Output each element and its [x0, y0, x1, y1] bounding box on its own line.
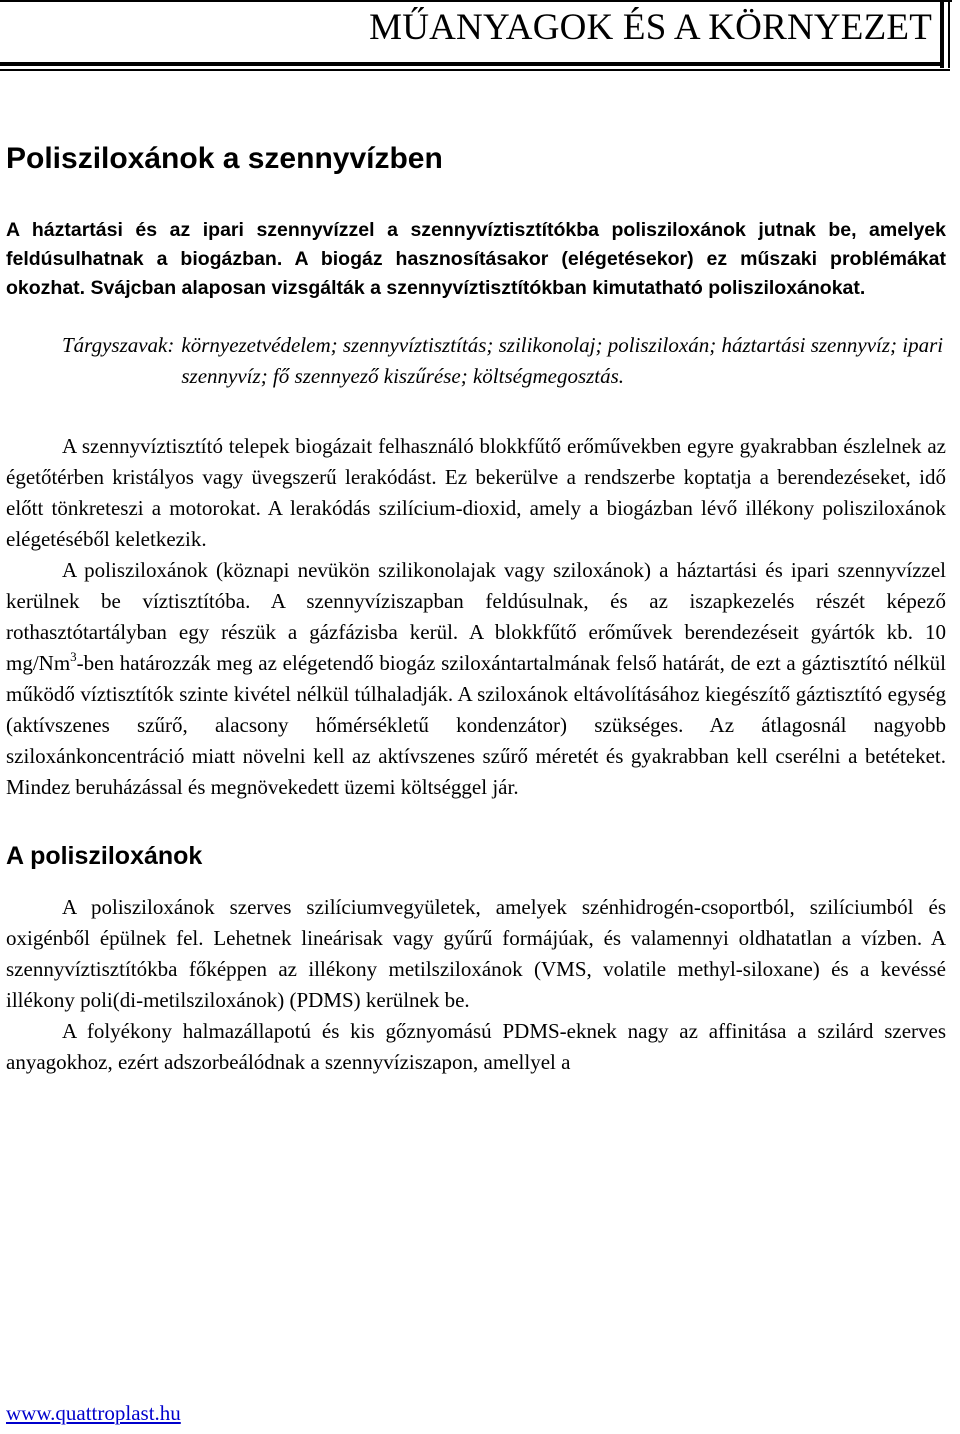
- body-paragraph-2-part-b: -ben határozzák meg az elégetendő biogáz sziloxántartalmának felső határát, de ezt a gáztisztító nélkül működő víztisztítók szinte kivétel nélkül túlhaladják. A sziloxánok eltávolításához kiegészítő gáztisztító egység (aktívszenes szűrő, alacsony hőmérsékletű kondenzátor) szükséges. Az átlagosnál nagyobb sziloxánkoncentráció miatt növelni kell az aktívszenes szűrő méretét és gyakrabban kell cserélni a betéteket. Mindez beruházással és megnövekedett üzemi költséggel jár.: [6, 651, 946, 799]
- header-rule-bottom-thick: [0, 62, 944, 66]
- article-lead: A háztartási és az ipari szennyvízzel a szennyvíztisztítókba polisziloxánok jutnak be, amelyek feldúsulhatnak a biogázban. A biogáz hasznosításakor (elégetésekor) ez műszaki problémákat okozhat. Svájcban alaposan vizsgálták a szennyvíztisztítókban kimutatható polisziloxánokat.: [6, 219, 946, 299]
- article-body: [6, 431, 946, 803]
- keywords-label: Tárgyszavak:: [62, 333, 175, 357]
- footer-website-link[interactable]: www.quattroplast.hu: [6, 1401, 181, 1425]
- article-title: Polisziloxánok a szennyvízben: [6, 142, 443, 175]
- header-rule-vertical-thick: [940, 0, 944, 68]
- section-heading: A polisziloxánok: [6, 842, 203, 870]
- keywords-block: [62, 330, 946, 392]
- body-paragraph-1: A szennyvíztisztító telepek biogázait felhasználó blokkfűtő erőművekben egyre gyakrabban észlelnek az égetőtérben kristályos vagy üvegszerű lerakódást. Ez bekerülve a rendszerbe koptatja a berendezéseket, idő előtt tönkreteszi a motorokat. A lerakódás szilícium-dioxid, amely a biogázban lévő illékony polisziloxánok elégetéséből keletkezik.: [6, 434, 946, 551]
- keywords-text: környezetvédelem; szennyvíztisztítás; szilikonolaj; polisziloxán; háztartási szennyvíz; ipari szennyvíz; fő szennyező kiszűrése; költségmegosztás.: [181, 333, 944, 388]
- running-header-title: MŰANYAGOK ÉS A KÖRNYEZET: [369, 7, 932, 48]
- header-rule-top: [0, 0, 952, 2]
- superscript-exponent: 3: [70, 649, 77, 664]
- section-paragraph-2: A folyékony halmazállapotú és kis gőznyomású PDMS-eknek nagy az affinitása a szilárd szerves anyagokhoz, ezért adszorbeálódnak a szennyvíziszapon, amellyel a: [6, 1019, 946, 1074]
- page-header: [0, 0, 950, 74]
- section-body: [6, 892, 946, 1078]
- header-rule-vertical-thin: [948, 0, 950, 68]
- body-paragraph-2-part-a: A polisziloxánok (köznapi nevükön szilikonolajak vagy sziloxánok) a háztartási és ipari szennyvízzel kerülnek be víztisztítóba. A szennyvíziszapban feldúsulnak, és az iszapkezelés részét képező rothasztótartályban egy részük a gázfázisba kerül. A blokkfűtő erőművek berendezéseit gyártók kb. 10 mg/Nm: [6, 558, 946, 675]
- section-paragraph-1: A polisziloxánok szerves szilíciumvegyületek, amelyek szénhidrogén-csoportból, szilíciumból és oxigénből épülnek fel. Lehetnek lineárisak vagy gyűrű formájúak, és valamennyi oldhatatlan a vízben. A szennyvíztisztítókba főképpen az illékony metilsziloxánok (VMS, volatile methyl-siloxane) és a kevéssé illékony poli(di-metilsziloxánok) (PDMS) kerülnek be.: [6, 895, 946, 1012]
- body-paragraph-2: [6, 555, 946, 803]
- article-content: [6, 138, 946, 1078]
- header-rule-bottom-thin: [0, 69, 950, 71]
